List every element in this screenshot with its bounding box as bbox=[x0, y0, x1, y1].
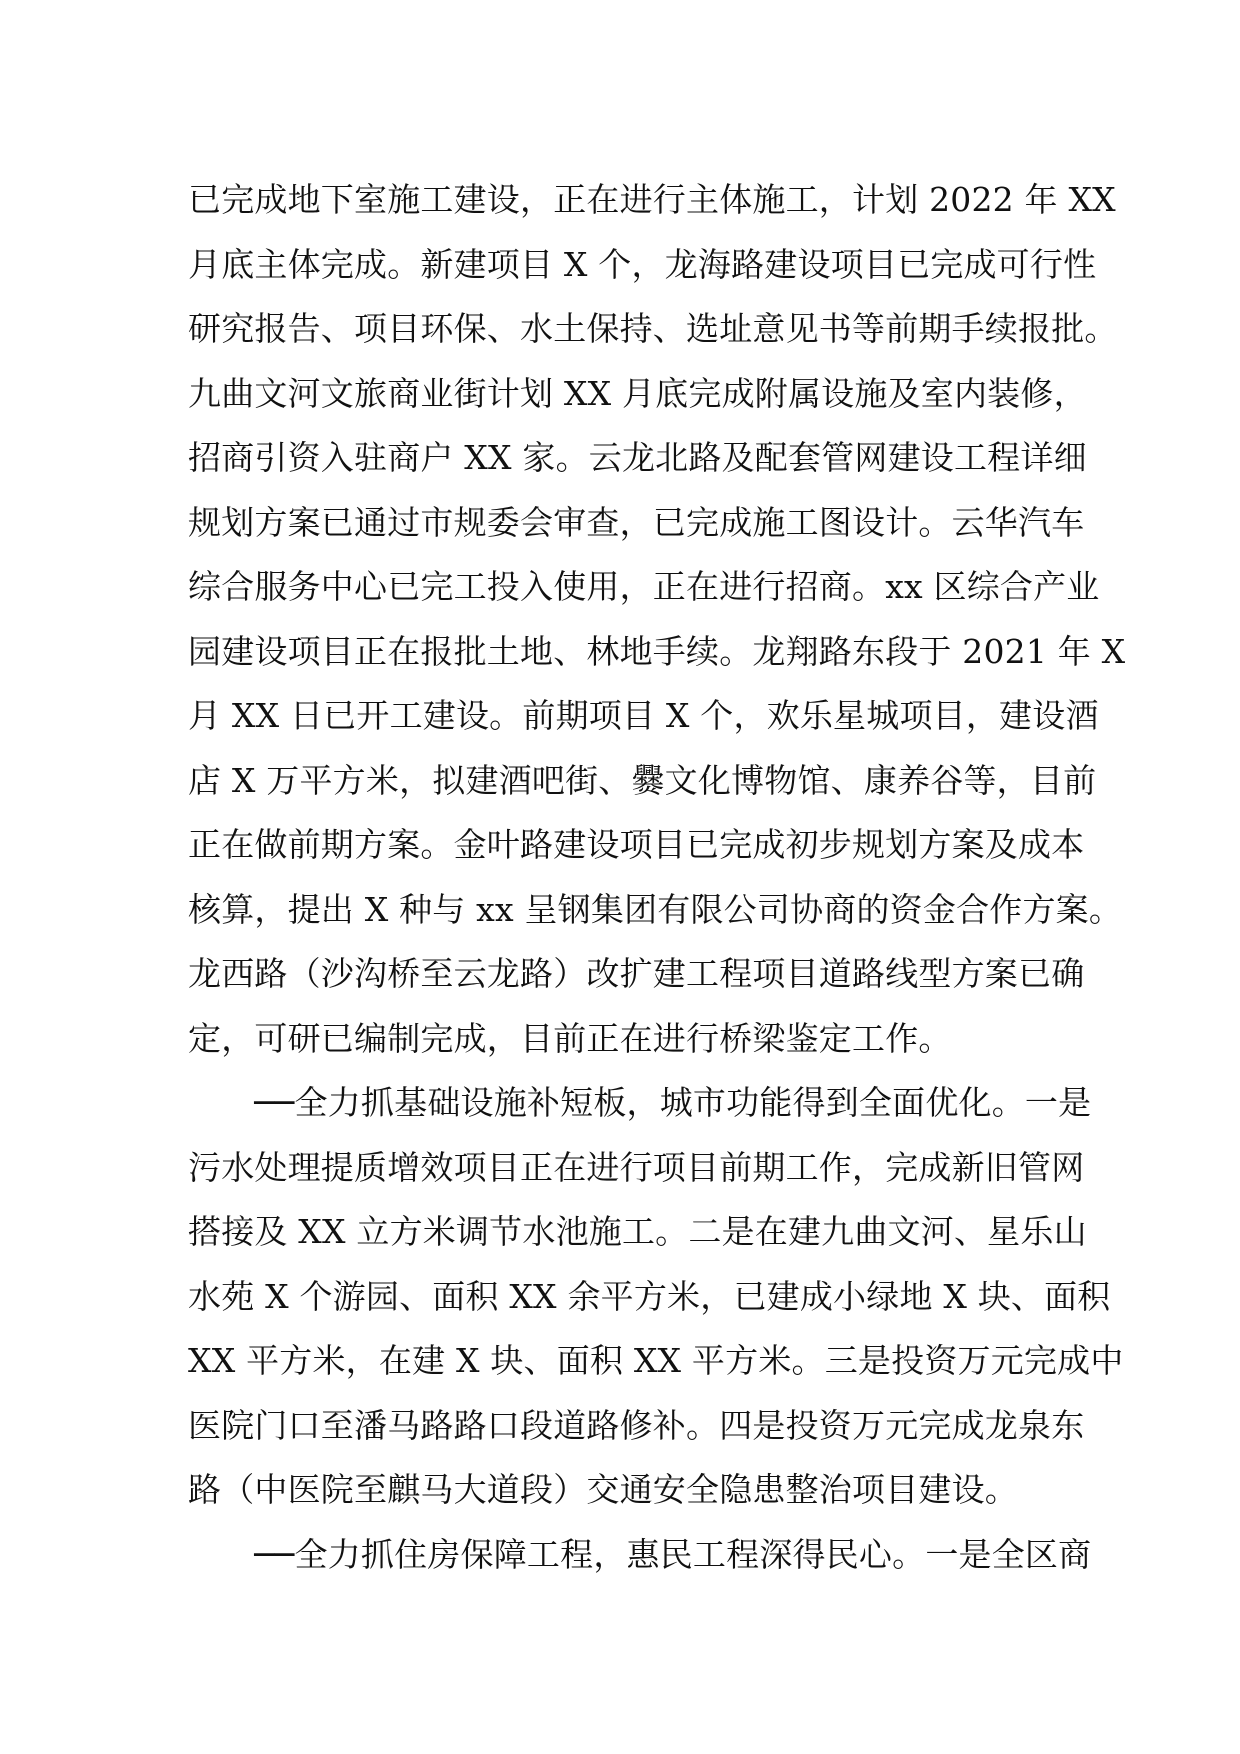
text-line: 月 XX 日已开工建设。前期项目 X 个，欢乐星城项目，建设酒 bbox=[188, 696, 1099, 735]
text-line: 定，可研已编制完成，目前正在进行桥梁鉴定工作。 bbox=[188, 1018, 952, 1058]
text-line: 园建设项目正在报批土地、林地手续。龙翔路东段于 2021 年 X bbox=[188, 631, 1126, 671]
text-line: 已完成地下室施工建设，正在进行主体施工，计划 2022 年 XX bbox=[188, 180, 1116, 219]
text-line: 研究报告、项目环保、水土保持、选址意见书等前期手续报批。 bbox=[188, 309, 1118, 348]
text-line: 龙西路（沙沟桥至云龙路）改扩建工程项目道路线型方案已确 bbox=[188, 954, 1085, 993]
text-line: 搭接及 XX 立方米调节水池施工。二是在建九曲文河、星乐山 bbox=[188, 1212, 1087, 1251]
text-line: 规划方案已通过市规委会审查，已完成施工图设计。云华汽车 bbox=[188, 502, 1085, 542]
text-line: 店 X 万平方米，拟建酒吧街、爨文化博物馆、康养谷等，目前 bbox=[188, 760, 1097, 800]
text-line: 医院门口至潘马路路口段道路修补。四是投资万元完成龙泉东 bbox=[188, 1405, 1085, 1445]
text-line: XX 平方米，在建 X 块、面积 XX 平方米。三是投资万元完成中 bbox=[188, 1341, 1124, 1380]
document-body bbox=[188, 168, 1126, 1587]
text-line: ──全力抓基础设施补短板，城市功能得到全面优化。一是 bbox=[188, 1083, 1092, 1122]
text-line: 核算，提出 X 种与 xx 呈钢集团有限公司协商的资金合作方案。 bbox=[188, 889, 1123, 929]
text-line: 招商引资入驻商户 XX 家。云龙北路及配套管网建设工程详细 bbox=[188, 438, 1087, 477]
text-line: 正在做前期方案。金叶路建设项目已完成初步规划方案及成本 bbox=[188, 825, 1085, 864]
text-line: 污水处理提质增效项目正在进行项目前期工作，完成新旧管网 bbox=[188, 1147, 1085, 1187]
text-line: 路（中医院至麒马大道段）交通安全隐患整治项目建设。 bbox=[188, 1470, 1018, 1509]
text-line: ──全力抓住房保障工程，惠民工程深得民心。一是全区商 bbox=[188, 1534, 1092, 1574]
text-line: 月底主体完成。新建项目 X 个，龙海路建设项目已完成可行性 bbox=[188, 244, 1097, 284]
text-line: 综合服务中心已完工投入使用，正在进行招商。xx 区综合产业 bbox=[188, 567, 1100, 606]
text-line: 水苑 X 个游园、面积 XX 余平方米，已建成小绿地 X 块、面积 bbox=[188, 1276, 1111, 1316]
text-line: 九曲文河文旅商业街计划 XX 月底完成附属设施及室内装修， bbox=[188, 373, 1087, 413]
